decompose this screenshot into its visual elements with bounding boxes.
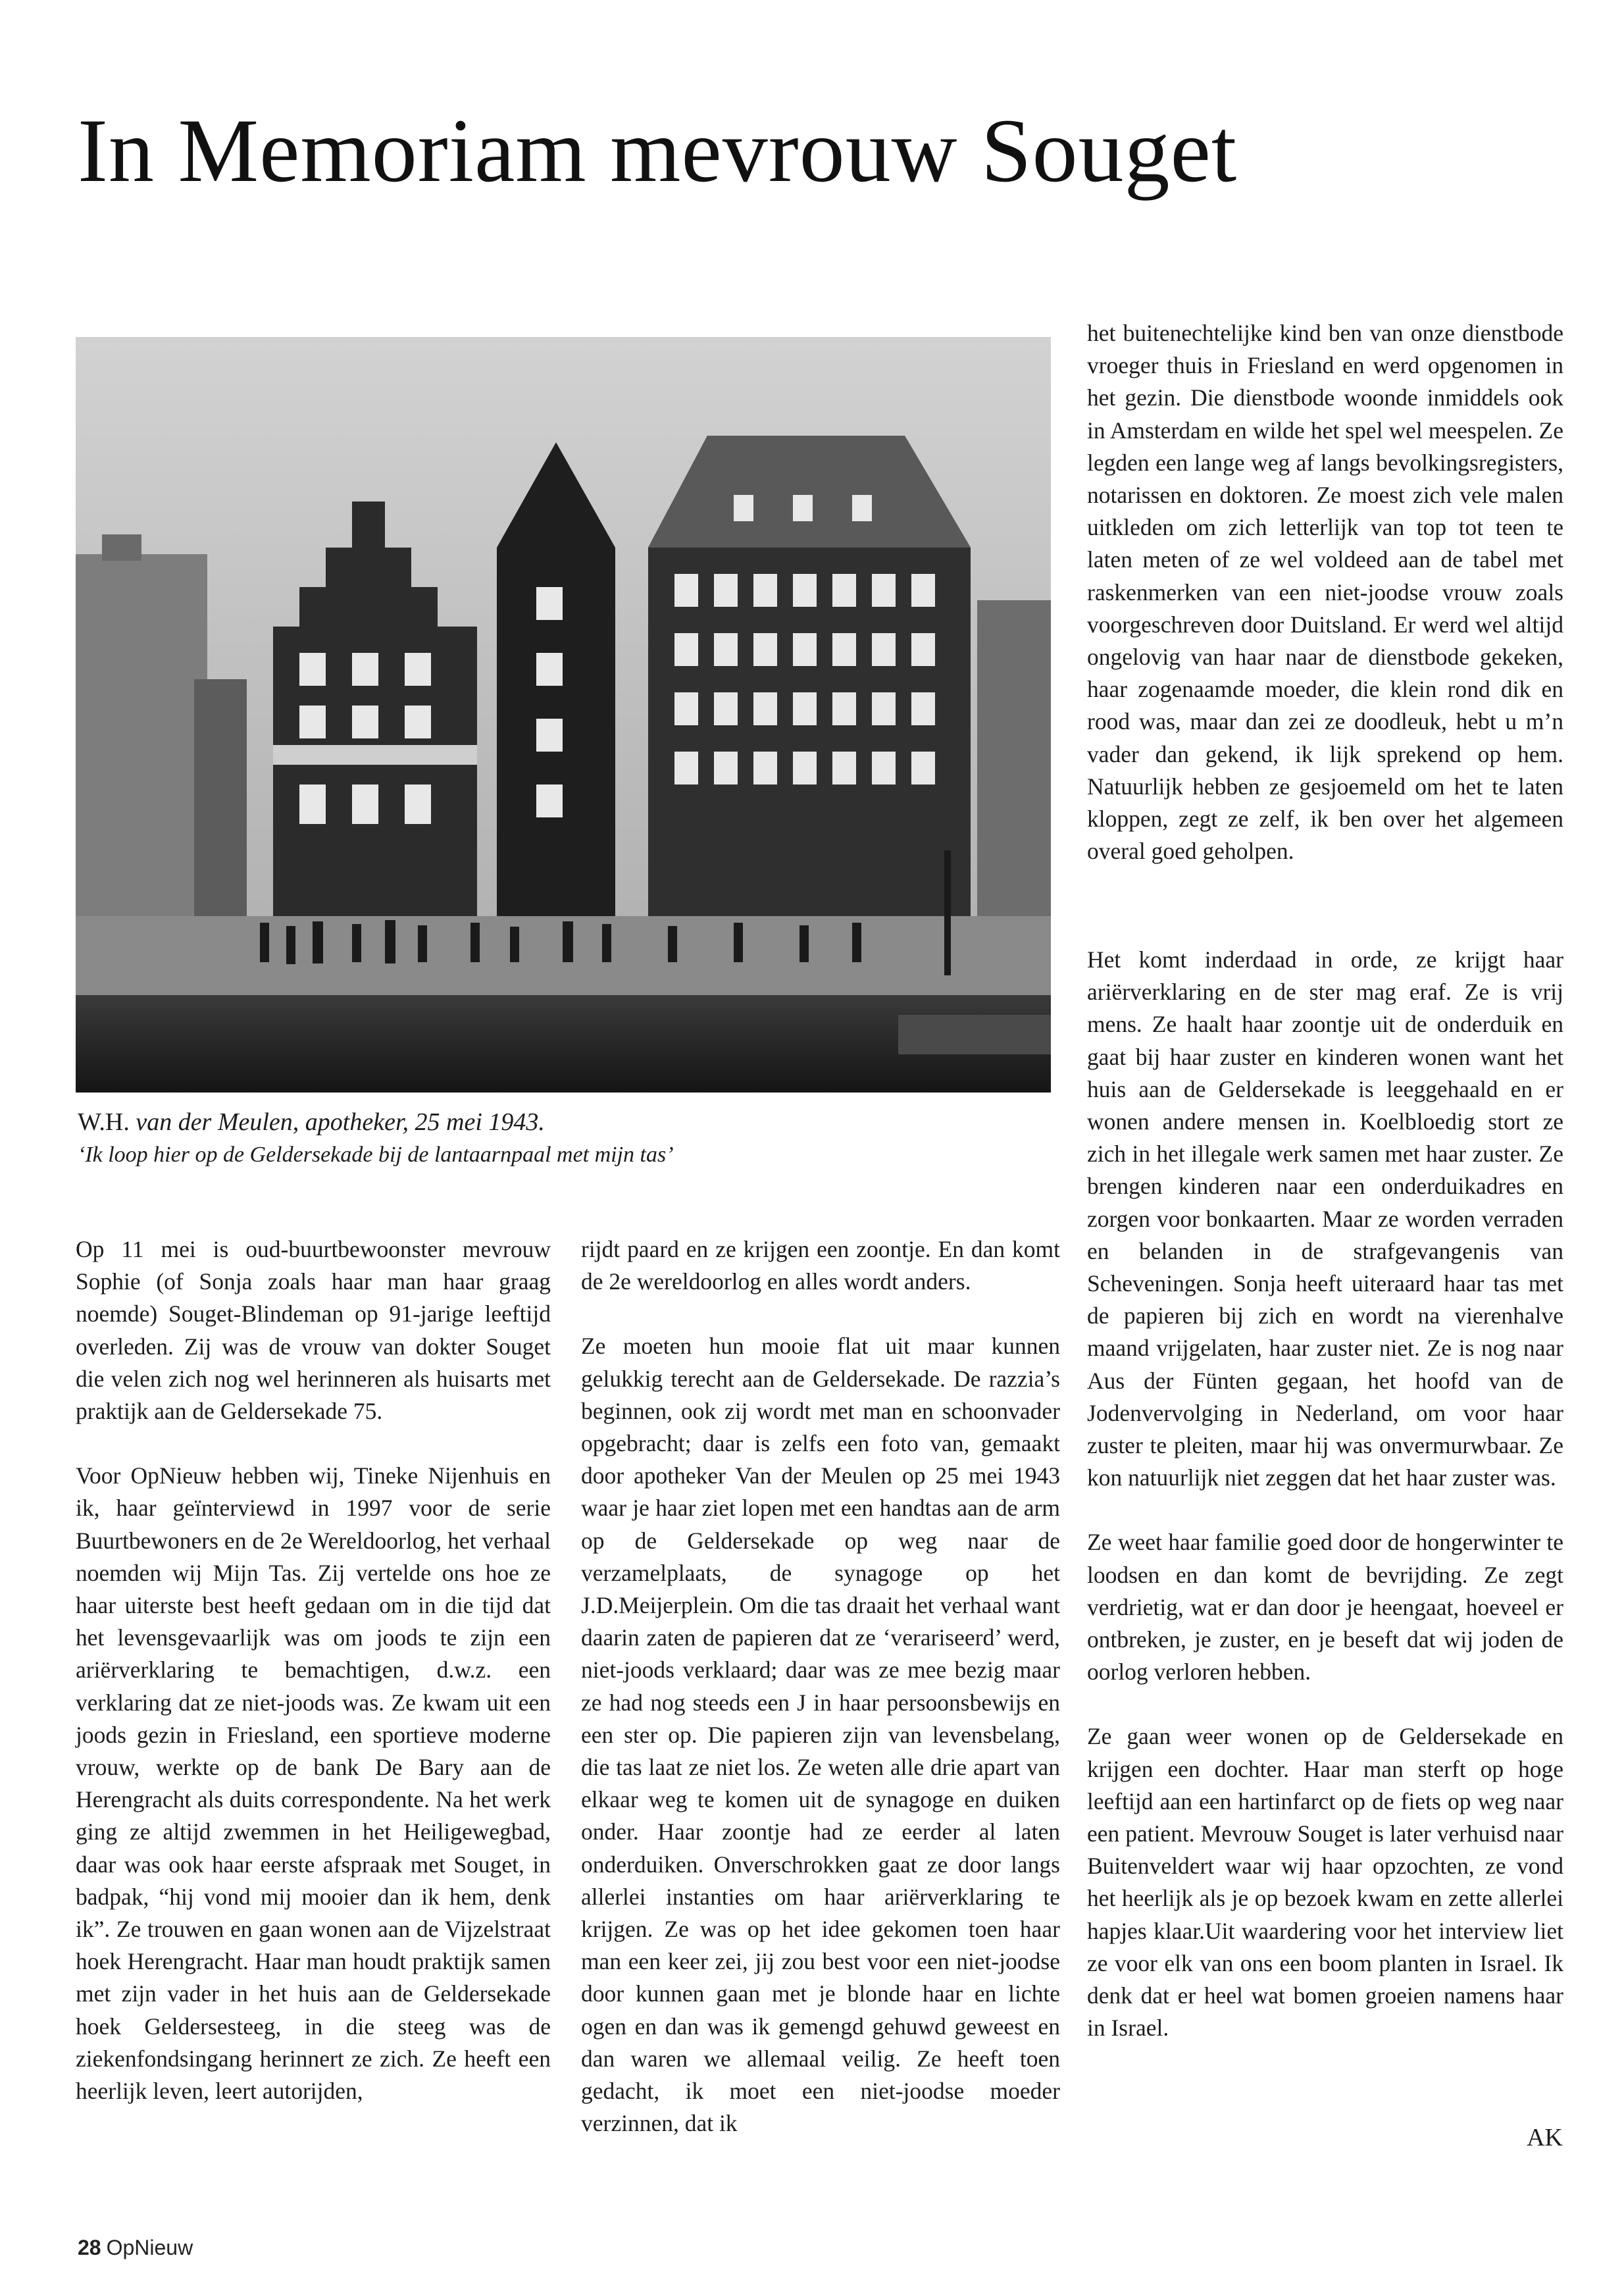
text-column-3-bottom xyxy=(1087,944,1563,2045)
text-column-3-top xyxy=(1087,317,1563,867)
caption-credit-name: van der Meulen, apotheker, 25 mei 1943. xyxy=(136,1108,545,1136)
caption-credit xyxy=(78,1108,545,1136)
photo-illustration-icon xyxy=(76,337,1051,1093)
magazine-name: OpNieuw xyxy=(106,2236,193,2259)
paragraph: het buitenechtelijke kind ben van onze dienstbode vroeger thuis in Friesland en werd opgenomen in het gezin. Die dienstbode woonde inmiddels ook in Amsterdam en wilde het spel wel meespelen. Ze legden een lange weg af langs bevolkingsregisters, notarissen en doktoren. Ze moest zich vele malen uitkleden om zich letterlijk van top tot teen te laten meten of ze wel voldeed aan de tabel met raskenmerken van een niet-joodse vrouw zoals voorgeschreven door Duitsland. Er werd wel altijd ongelovig van haar naar de dienstbode gekeken, haar zogenaamde moeder, die klein rond dik en rood was, maar dan zei ze doodleuk, hebt u m’n vader dan gekend, ik lijk sprekend op hem. Natuurlijk hebben ze gesjoemeld om het te laten kloppen, zegt ze zelf, ik ben over het algemeen overal goed geholpen. xyxy=(1087,320,1563,865)
page-footer xyxy=(78,2236,341,2260)
paragraph: Ze weet haar familie goed door de hongerwinter te loodsen en dan komt de bevrijding. Ze zegt verdrietig, wat er dan door je heengaat, hoeveel er ontbreken, je zuster, en je beseft dat wij joden de oorlog verloren hebben. xyxy=(1087,1529,1563,1685)
page-number: 28 xyxy=(78,2236,101,2259)
paragraph: Het komt inderdaad in orde, ze krijgt haar ariërverklaring en de ster mag eraf. Ze is vrij mens. Ze haalt haar zoontje uit de onderduik en gaat bij haar zuster en kinderen wonen want het huis aan de Geldersekade is leeggehaald en er wonen andere mensen in. Koelbloedig stort ze zich in het illegale werk samen met haar zuster. Ze brengen kinderen naar een onderduikadres en zorgen voor bonkaarten. Maar ze worden verraden en belanden in de strafgevangenis van Scheveningen. Sonja heeft uiteraard haar tas met de papieren bij zich en wordt na vierenhalve maand vrijgelaten, haar zuster niet. Ze is nog naar Aus der Fünten gegaan, het hoofd van de Jodenvervolging in Nederland, om voor haar zuster te pleiten, maar hij was onvermurwbaar. Ze kon natuurlijk niet zeggen dat het haar zuster was. xyxy=(1087,946,1563,1491)
author-signature: AK xyxy=(1527,2124,1563,2151)
photo-caption xyxy=(78,1106,1052,1171)
paragraph: Voor OpNieuw hebben wij, Tineke Nijenhuis en ik, haar geïnterviewd in 1997 voor de serie Buurtbewoners en de 2e Wereldoorlog, het verhaal noemden wij Mijn Tas. Zij vertelde ons hoe ze haar uiterste best heeft gedaan om in die tijd dat het levensgevaarlijk was om joods te zijn een ariërverklaring te bemachtigen, d.w.z. een verklaring dat ze niet-joods was. Ze kwam uit een joods gezin in Friesland, een sportieve moderne vrouw, werkte op de bank De Bary aan de Herengracht als duits correspondente. Na het werk ging ze altijd zwemmen in het Heiligewegbad, daar was ook haar eerste afspraak met Souget, in badpak, “hij vond mij mooier dan ik hem, denk ik”. Ze trouwen en gaan wonen aan de Vijzelstraat hoek Herengracht. Haar man houdt praktijk samen met zijn vader in het huis aan de Geldersekade hoek Geldersesteeg, in die steeg was de ziekenfondsingang herinnert ze zich. Ze heeft een heerlijk leven, leert autorijden, xyxy=(76,1462,551,2105)
paragraph: Ze moeten hun mooie flat uit maar kunnen gelukkig terecht aan de Geldersekade. De razzia’s beginnen, ook zij wordt met man en schoonvader opgebracht; daar is zelfs een foto van, gemaakt door apotheker Van der Meulen op 25 mei 1943 waar je haar ziet lopen met een handtas aan de arm op de Geldersekade op weg naar de verzamelplaats, de synagoge op het J.D.Meijerplein. Om die tas draait het verhaal want daarin zaten de papieren dat ze ‘verariseerd’ werd, niet-joods verklaard; daar was ze mee bezig maar ze had nog steeds een J in haar persoonsbewijs en een ster op. Die papieren zijn van levensbelang, die tas laat ze niet los. Ze weten alle drie apart van elkaar weg te komen uit de synagoge en duiken onder. Haar zoontje had ze eerder al laten onderduiken. Onverschrokken gaat ze door langs allerlei instanties om haar ariërverklaring te krijgen. Ze was op het idee gekomen toen haar man een keer zei, jij zou best voor een niet-joodse door kunnen gaan met je blonde haar en lichte ogen en dan was ik gemengd gehuwd geweest en dan waren we allemaal veilig. Ze heeft toen gedacht, ik moet een niet-joodse moeder verzinnen, dat ik xyxy=(581,1333,1060,2137)
paragraph: Ze gaan weer wonen op de Geldersekade en krijgen een dochter. Haar man sterft op hoge leeftijd aan een hartinfarct op de fiets op weg naar een patient. Mevrouw Souget is later verhuisd naar Buitenveldert waar wij haar opzochten, ze vond het heerlijk als je op bezoek kwam en zette allerlei hapjes klaar.Uit waardering voor het interview liet ze voor elk van ons een boom planten in Israel. Ik denk dat er heel wat bomen groeien namens haar in Israel. xyxy=(1087,1723,1563,2042)
historic-street-photo xyxy=(76,337,1051,1093)
paragraph: rijdt paard en ze krijgen een zoontje. En dan komt de 2e wereldoorlog en alles wordt anders. xyxy=(581,1236,1060,1295)
article-title: In Memoriam mevrouw Souget xyxy=(78,100,1238,201)
text-column-2 xyxy=(581,1233,1060,2140)
text-column-1 xyxy=(76,1233,551,2107)
caption-quote: ‘Ik loop hier op de Geldersekade bij de lantaarnpaal met mijn tas’ xyxy=(78,1143,674,1167)
caption-credit-initials: W.H. xyxy=(78,1108,136,1136)
paragraph: Op 11 mei is oud-buurtbewoonster mevrouw Sophie (of Sonja zoals haar man haar graag noemde) Souget-Blindeman op 91-jarige leeftijd overleden. Zij was de vrouw van dokter Souget die velen zich nog wel herinneren als huisarts met praktijk aan de Geldersekade 75. xyxy=(76,1236,551,1425)
